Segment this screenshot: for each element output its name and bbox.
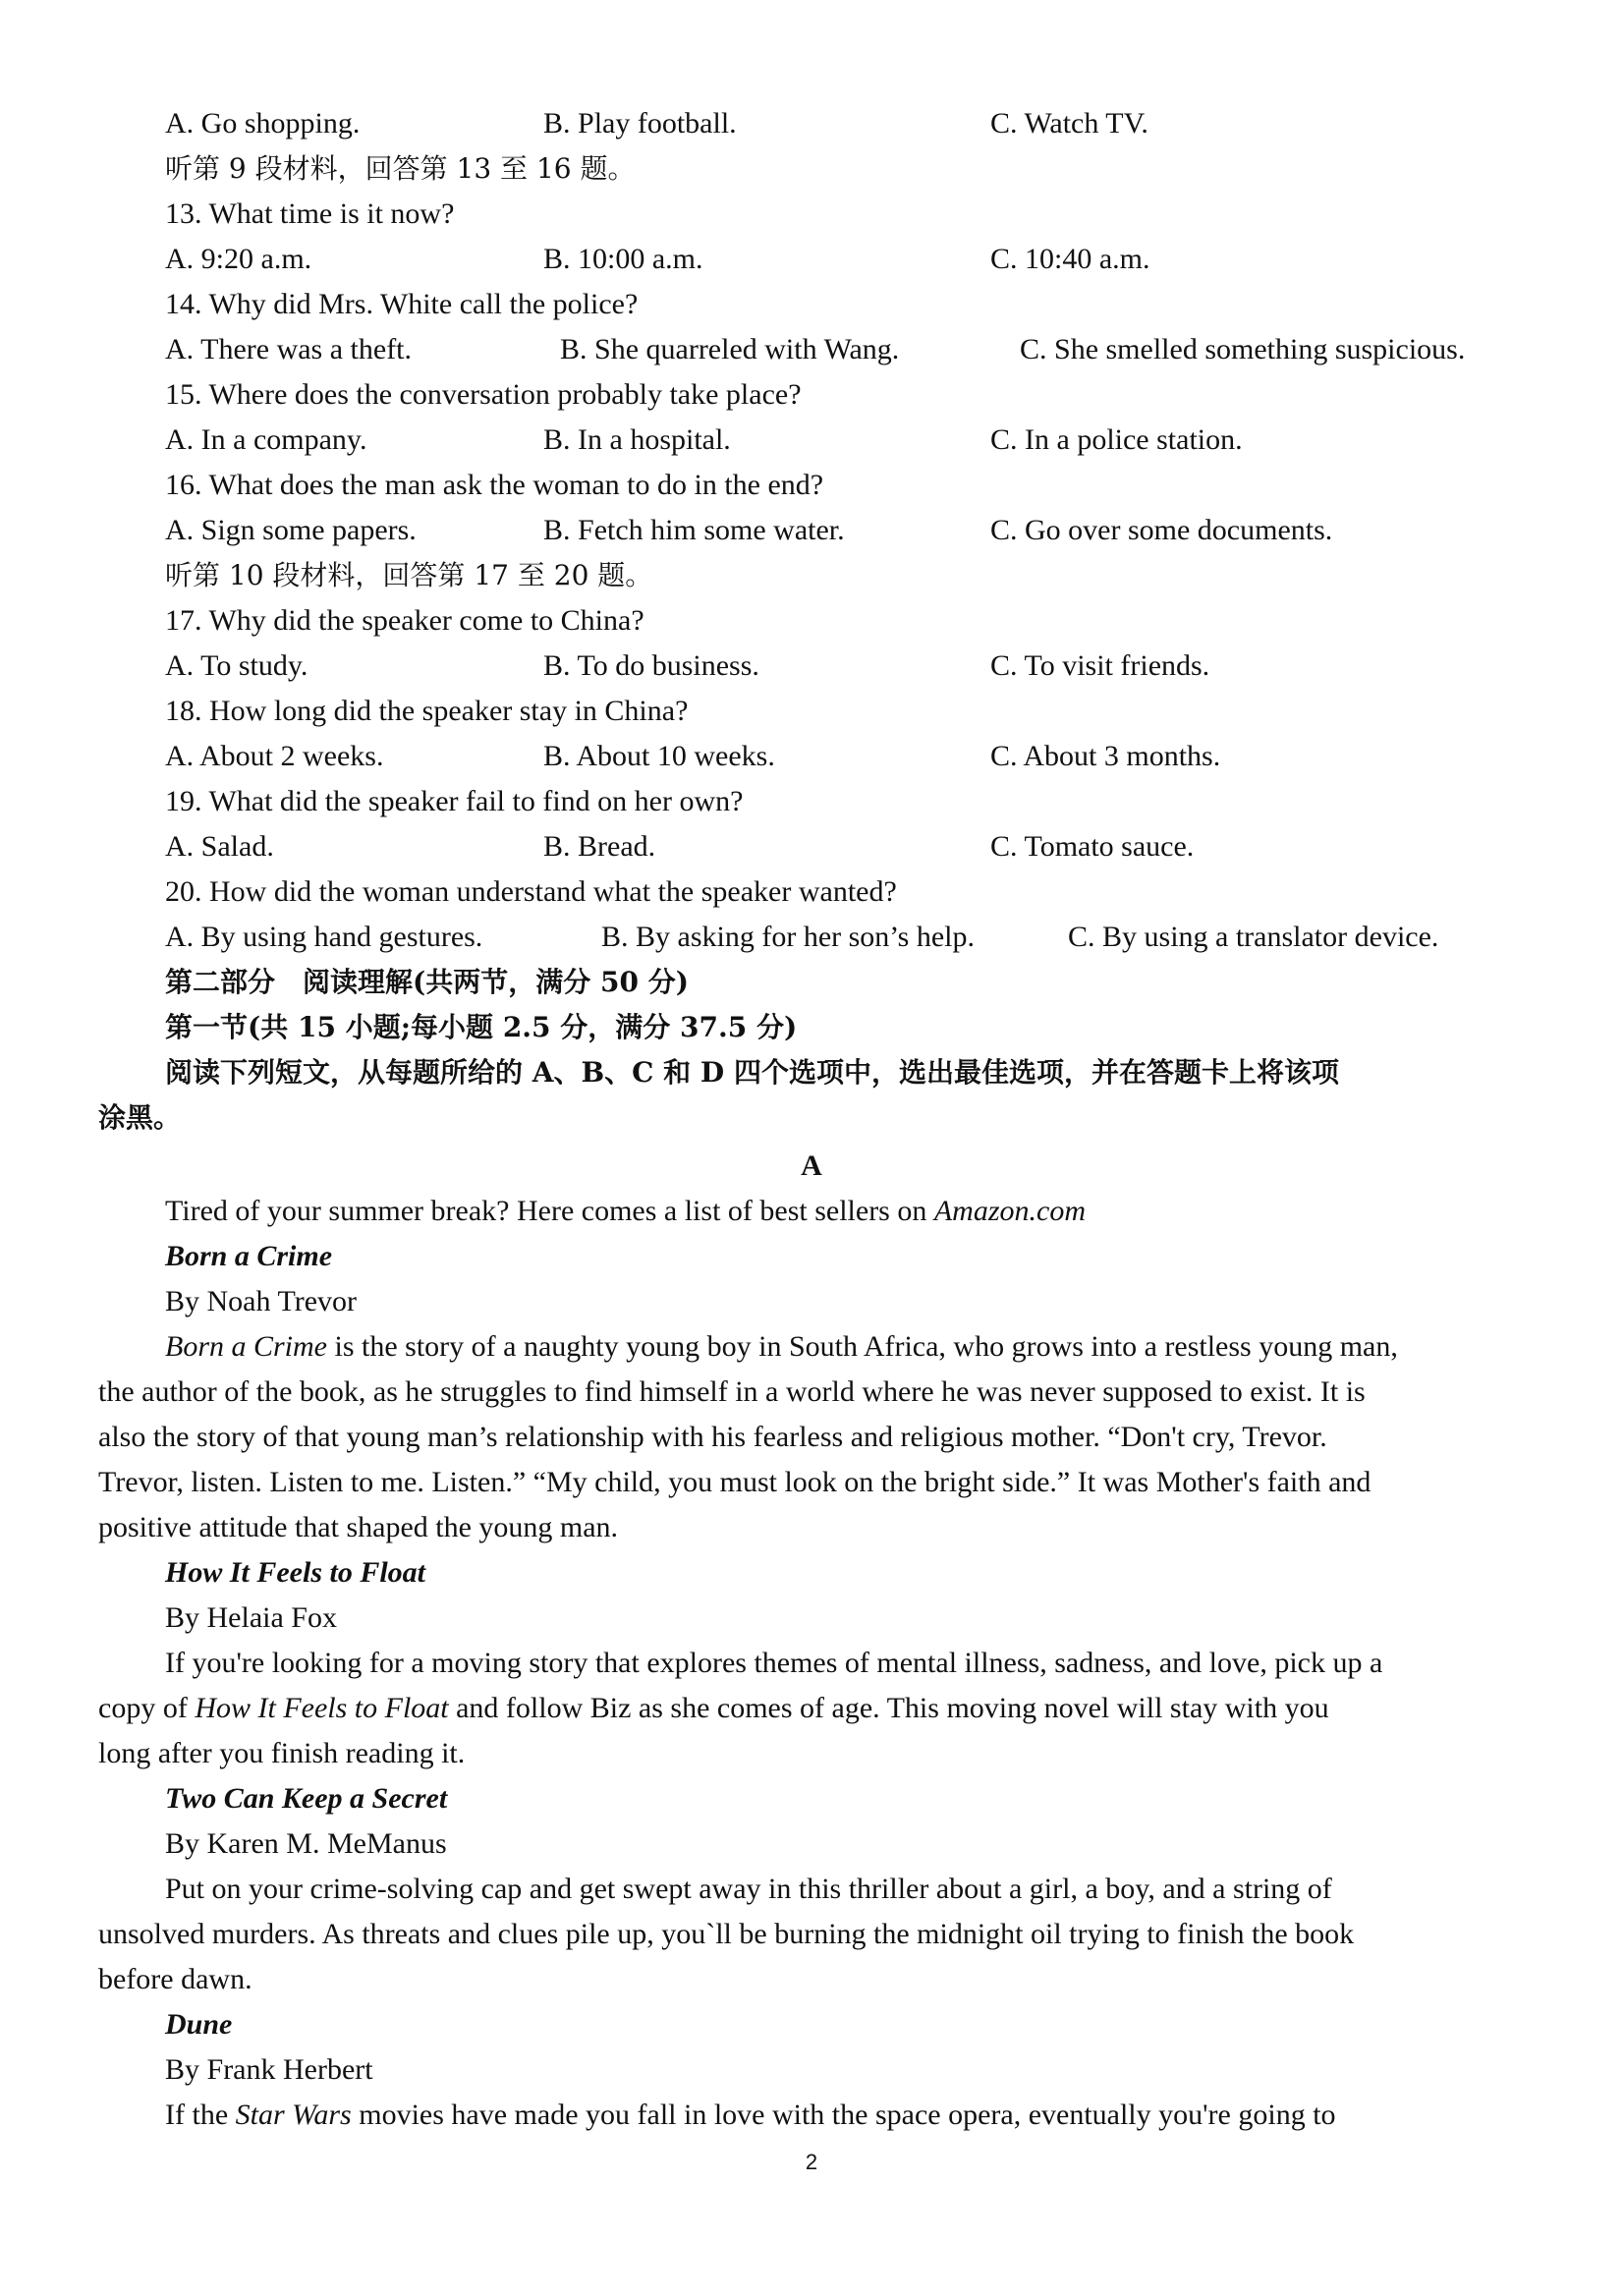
book4-text-1: If the Star Wars movies have made you fall in love with the space opera, eventually you're going to <box>165 2099 1336 2131</box>
q13-stem: 13. What time is it now? <box>165 197 455 230</box>
q20-options <box>0 915 1623 960</box>
book1-line-1 <box>0 1324 1623 1370</box>
q17-stem: 17. Why did the speaker come to China? <box>165 604 644 637</box>
q13-option-b: B. 10:00 a.m. <box>543 243 703 275</box>
q17-stem-line <box>0 598 1623 644</box>
section-9-instruction <box>0 146 1623 192</box>
q19-options <box>0 824 1623 869</box>
q12-option-b: B. Play football. <box>543 107 737 140</box>
book1-text-2: the author of the book, as he struggles to find himself in a world where he was never supposed to exist. It is <box>98 1375 1366 1408</box>
book3-line-1 <box>0 1867 1623 1912</box>
book4-title-line <box>0 2002 1623 2047</box>
book1-title-line <box>0 1234 1623 1279</box>
instruction-line-1 <box>0 1050 1623 1095</box>
q20-option-b: B. By asking for her son’s help. <box>601 921 975 953</box>
q18-options <box>0 734 1623 779</box>
q13-stem-line <box>0 192 1623 237</box>
q12-option-c: C. Watch TV. <box>990 107 1148 140</box>
section-10-text: 听第 10 段材料，回答第 17 至 20 题。 <box>165 559 653 591</box>
book1-line-4 <box>0 1460 1623 1505</box>
book4-author-line <box>0 2047 1623 2093</box>
q17-options <box>0 644 1623 689</box>
q14-stem-line <box>0 282 1623 327</box>
q17-option-b: B. To do business. <box>543 649 759 682</box>
book2-title: How It Feels to Float <box>165 1556 426 1589</box>
q17-option-a: A. To study. <box>165 649 308 682</box>
q15-option-a: A. In a company. <box>165 423 367 456</box>
book2-line-3 <box>0 1731 1623 1776</box>
q19-option-b: B. Bread. <box>543 830 656 863</box>
q13-options <box>0 237 1623 282</box>
instruction-text-2: 涂黑。 <box>98 1101 182 1134</box>
book3-author: By Karen M. MeManus <box>165 1827 447 1860</box>
q16-option-a: A. Sign some papers. <box>165 514 417 546</box>
q16-option-c: C. Go over some documents. <box>990 514 1333 546</box>
section1-title-text: 第一节(共 15 小题;每小题 2.5 分，满分 37.5 分) <box>165 1011 798 1043</box>
section-9-text: 听第 9 段材料，回答第 13 至 16 题。 <box>165 152 636 185</box>
part2-title-text: 第二部分 阅读理解(共两节，满分 50 分) <box>165 966 689 998</box>
book1-text-1: Born a Crime is the story of a naughty young boy in South Africa, who grows into a restless young man, <box>165 1330 1398 1363</box>
q12-options <box>0 101 1623 146</box>
book3-text-1: Put on your crime-solving cap and get swept away in this thriller about a girl, a boy, and a string of <box>165 1873 1332 1905</box>
book2-text-3: long after you finish reading it. <box>98 1737 466 1769</box>
book3-text-2: unsolved murders. As threats and clues pile up, you`ll be burning the midnight oil trying to finish the book <box>98 1918 1355 1950</box>
q14-option-a: A. There was a theft. <box>165 333 413 365</box>
book1-line-3 <box>0 1415 1623 1460</box>
q16-option-b: B. Fetch him some water. <box>543 514 845 546</box>
q19-option-a: A. Salad. <box>165 830 274 863</box>
book2-author-line <box>0 1596 1623 1641</box>
q18-stem-line <box>0 689 1623 734</box>
instruction-text-1: 阅读下列短文，从每题所给的 A、B、C 和 D 四个选项中，选出最佳选项，并在答题卡上将该项 <box>165 1056 1339 1089</box>
book3-text-3: before dawn. <box>98 1963 252 1995</box>
book3-author-line <box>0 1821 1623 1867</box>
q19-stem: 19. What did the speaker fail to find on her own? <box>165 785 744 817</box>
book1-author: By Noah Trevor <box>165 1285 358 1317</box>
q20-stem: 20. How did the woman understand what the speaker wanted? <box>165 875 897 908</box>
book4-author: By Frank Herbert <box>165 2053 373 2086</box>
book1-title: Born a Crime <box>165 1240 333 1272</box>
passage-letter-line <box>0 1144 1623 1189</box>
q13-option-c: C. 10:40 a.m. <box>990 243 1150 275</box>
book2-line-2 <box>0 1686 1623 1731</box>
q18-stem: 18. How long did the speaker stay in China? <box>165 695 689 727</box>
q15-stem-line <box>0 372 1623 418</box>
q15-option-c: C. In a police station. <box>990 423 1243 456</box>
q14-option-c: C. She smelled something suspicious. <box>1020 333 1466 365</box>
book3-title: Two Can Keep a Secret <box>165 1782 448 1815</box>
passage-intro <box>0 1189 1623 1234</box>
q18-option-a: A. About 2 weeks. <box>165 740 384 772</box>
section-10-instruction <box>0 553 1623 598</box>
q20-option-c: C. By using a translator device. <box>1068 921 1439 953</box>
book1-text-3: also the story of that young man’s relationship with his fearless and religious mother. “Don't cry, Trevor. <box>98 1421 1327 1453</box>
q15-options <box>0 418 1623 463</box>
q16-stem-line <box>0 463 1623 508</box>
passage-letter: A <box>801 1149 822 1182</box>
q12-option-a: A. Go shopping. <box>165 107 361 140</box>
page-number-line <box>0 2140 1623 2185</box>
book2-line-1 <box>0 1641 1623 1686</box>
book1-text-4: Trevor, listen. Listen to me. Listen.” “My child, you must look on the bright side.” It was Mother's faith and <box>98 1466 1371 1498</box>
book3-line-3 <box>0 1957 1623 2002</box>
part2-title <box>0 960 1623 1005</box>
book4-title: Dune <box>165 2008 233 2041</box>
q16-options <box>0 508 1623 553</box>
q14-options <box>0 327 1623 372</box>
q16-stem: 16. What does the man ask the woman to do in the end? <box>165 469 824 501</box>
book2-text-2: copy of How It Feels to Float and follow Biz as she comes of age. This moving novel will stay with you <box>98 1692 1329 1724</box>
q14-option-b: B. She quarreled with Wang. <box>560 333 900 365</box>
page-number: 2 <box>805 2150 818 2174</box>
instruction-line-2 <box>0 1095 1623 1141</box>
q20-stem-line <box>0 869 1623 915</box>
q19-option-c: C. Tomato sauce. <box>990 830 1195 863</box>
book4-line-1 <box>0 2093 1623 2138</box>
book1-author-line <box>0 1279 1623 1324</box>
q18-option-b: B. About 10 weeks. <box>543 740 775 772</box>
q15-stem: 15. Where does the conversation probably take place? <box>165 378 802 411</box>
book2-title-line <box>0 1550 1623 1596</box>
section1-title <box>0 1005 1623 1050</box>
book1-text-5: positive attitude that shaped the young man. <box>98 1511 619 1543</box>
q15-option-b: B. In a hospital. <box>543 423 731 456</box>
q17-option-c: C. To visit friends. <box>990 649 1210 682</box>
book3-line-2 <box>0 1912 1623 1957</box>
q18-option-c: C. About 3 months. <box>990 740 1221 772</box>
book2-text-1: If you're looking for a moving story that explores themes of mental illness, sadness, and love, pick up a <box>165 1647 1383 1679</box>
q20-option-a: A. By using hand gestures. <box>165 921 483 953</box>
q14-stem: 14. Why did Mrs. White call the police? <box>165 288 639 320</box>
q19-stem-line <box>0 779 1623 824</box>
passage-intro-text: Tired of your summer break? Here comes a list of best sellers on Amazon.com <box>165 1195 1087 1227</box>
book3-title-line <box>0 1776 1623 1821</box>
book2-author: By Helaia Fox <box>165 1601 337 1634</box>
book1-line-2 <box>0 1370 1623 1415</box>
book1-line-5 <box>0 1505 1623 1550</box>
q13-option-a: A. 9:20 a.m. <box>165 243 312 275</box>
